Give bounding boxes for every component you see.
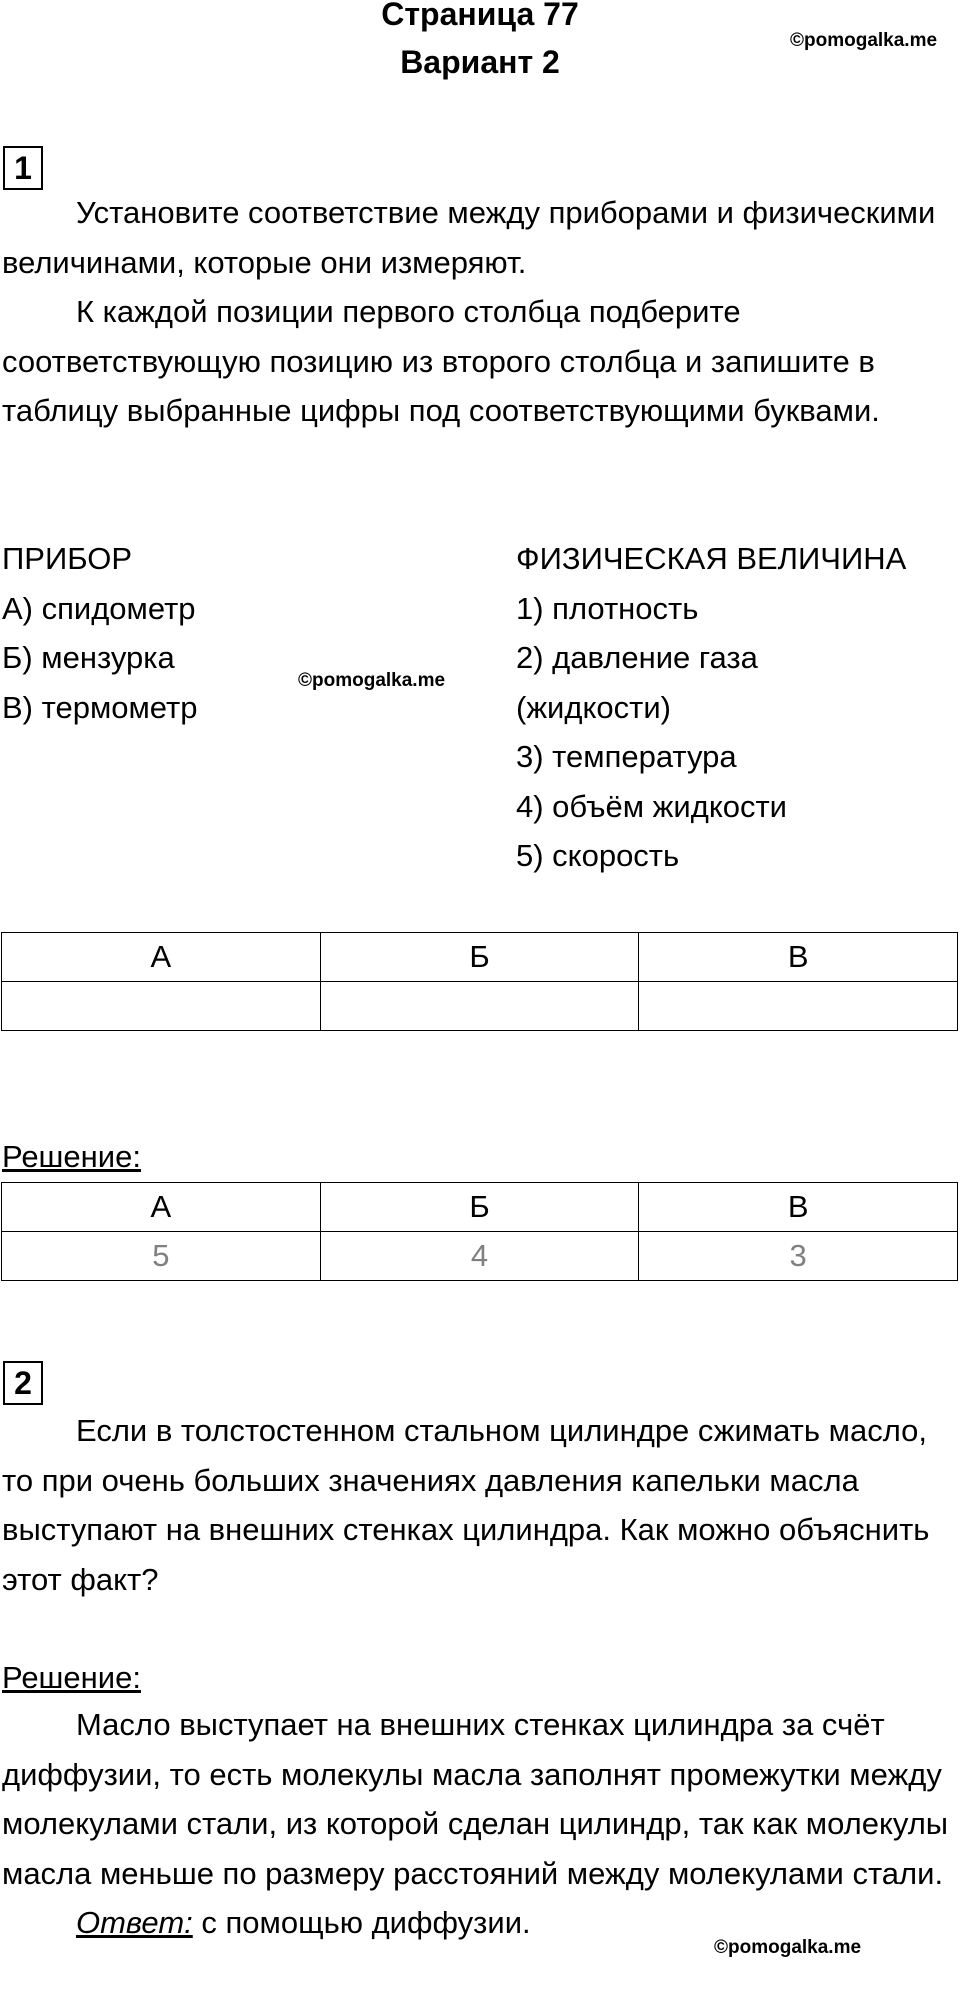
solution-header-v: В [639,1183,958,1232]
answer-table-empty [1,932,958,1031]
device-column-header: ПРИБОР [2,541,133,576]
quantity-item: 1) плотность [516,590,699,626]
device-item: В) термометр [2,689,198,725]
task2-question-text: Если в толстостенном стальном цилиндре сжимать масло, то при очень больших значениях давления капельки масла выступают на внешних стенках цилиндра. Как можно объяснить этот факт? [2,1413,930,1597]
task2-solution-text: Масло выступает на внешних стенках цилиндра за счёт диффузии, то есть молекулы масла заполнят промежутки между молекулами стали, из которой сделан цилиндр, так как молекулы масла меньше по размеру расстояний между молекулами стали. [2,1707,949,1891]
task2-question [2,1406,958,1604]
table-header-a: А [2,933,321,982]
task1-solution-label: Решение: [2,1139,141,1174]
answer-cell-b [320,982,639,1031]
task1-text [2,188,958,436]
quantity-item: 4) объём жидкости [516,788,787,824]
task-number-2: 2 [3,1361,43,1405]
watermark-bottom: ©pomogalka.me [714,1937,862,1958]
answer-table-solution [1,1182,958,1281]
page-title: Страница 77 [381,0,579,32]
solution-value-b: 4 [320,1232,639,1281]
quantity-item: (жидкости) [516,689,671,725]
quantity-column-header: ФИЗИЧЕСКАЯ ВЕЛИЧИНА [516,541,907,576]
solution-header-b: Б [320,1183,639,1232]
quantity-item: 2) давление газа [516,640,758,675]
answer-cell-a [2,982,321,1031]
variant-title: Вариант 2 [400,44,560,80]
task2-solution [2,1700,958,1948]
quantity-column [516,534,906,881]
device-column [2,534,197,732]
quantity-item: 3) температура [516,739,737,774]
solution-value-v: 3 [639,1232,958,1281]
task-number-1: 1 [3,146,43,190]
solution-value-a: 5 [2,1232,321,1281]
table-header-v: В [639,933,958,982]
answer-text: с помощью диффузии. [192,1905,531,1940]
watermark-top: ©pomogalka.me [790,30,938,51]
solution-header-a: А [2,1183,321,1232]
table-header-b: Б [320,933,639,982]
task2-solution-label: Решение: [2,1660,141,1695]
task1-paragraph-1: Установите соответствие между приборами и физическими величинами, которые они измеряют. [2,195,936,280]
task1-paragraph-2: К каждой позиции первого столбца подберите соответствующую позицию из второго столбца и запишите в таблицу выбранные цифры под соответствующими буквами. [2,294,880,428]
watermark-middle: ©pomogalka.me [298,670,446,691]
device-item: А) спидометр [2,590,196,626]
answer-cell-v [639,982,958,1031]
answer-label: Ответ: [76,1905,193,1940]
quantity-item: 5) скорость [516,838,680,873]
device-item: Б) мензурка [2,640,175,675]
